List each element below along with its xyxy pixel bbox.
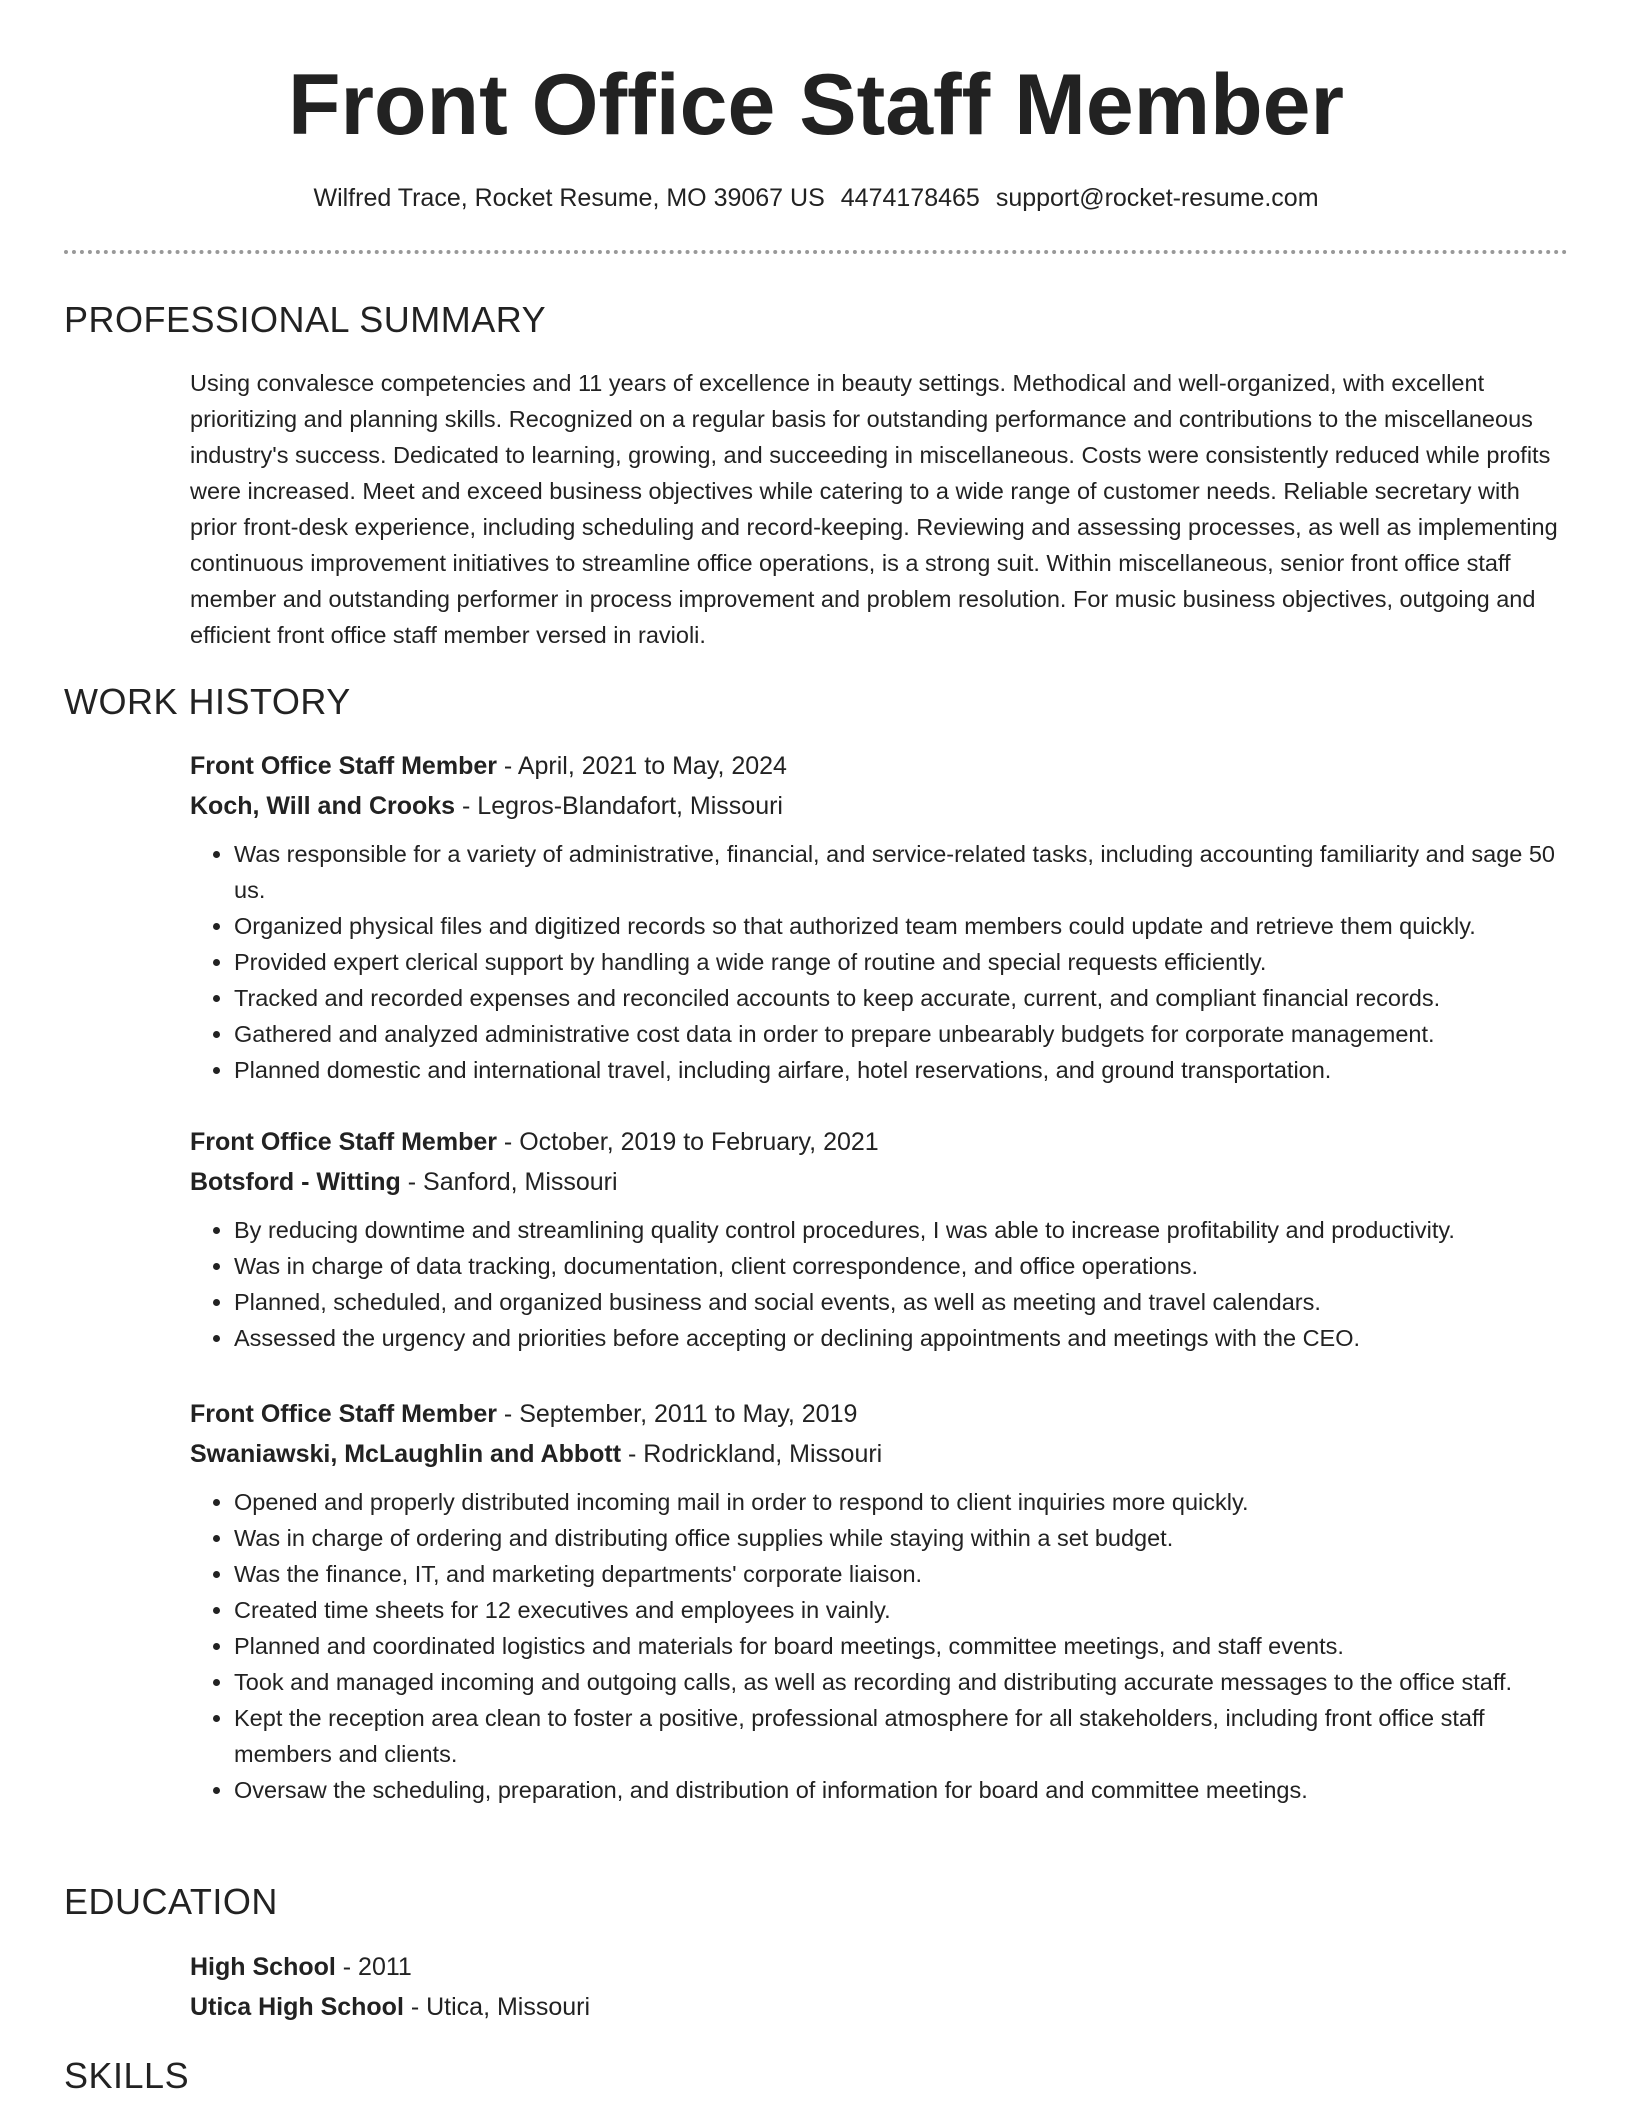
list-item: • Took and managed incoming and outgoing calls, as well as recording and distributing accurate messages to the office staff.	[234, 1664, 1570, 1700]
list-item: • Assessed the urgency and priorities before accepting or declining appointments and meetings with the CEO.	[234, 1320, 1570, 1356]
job-entry-1	[190, 746, 1570, 1088]
job-title-line	[190, 746, 1570, 786]
resume-name: Front Office Staff Member	[288, 57, 1344, 153]
list-item: • Was in charge of data tracking, documentation, client correspondence, and office operations.	[234, 1248, 1570, 1284]
education-location: - Utica, Missouri	[403, 1993, 591, 2021]
list-item: • Organized physical files and digitized records so that authorized team members could update and retrieve them quickly.	[234, 908, 1570, 944]
education-year: - 2011	[335, 1953, 412, 1981]
summary-section-title: PROFESSIONAL SUMMARY	[64, 299, 547, 340]
employer-line	[190, 786, 1570, 826]
employer-line	[190, 1434, 1570, 1474]
work-history-section-title: WORK HISTORY	[64, 681, 351, 722]
education-degree: High School	[190, 1953, 336, 1981]
job-title: Front Office Staff Member	[190, 1400, 497, 1428]
contact-line	[0, 180, 1632, 216]
job-dates: - September, 2011 to May, 2019	[496, 1400, 858, 1428]
employer-line	[190, 1162, 1570, 1202]
employer-location: - Legros-Blandafort, Missouri	[455, 792, 783, 820]
employer-location: - Rodrickland, Missouri	[621, 1440, 883, 1468]
employer-name: Swaniawski, McLaughlin and Abbott	[190, 1440, 622, 1468]
education-school-line	[190, 1987, 1570, 2027]
list-item: • Was responsible for a variety of administrative, financial, and service-related tasks, including accounting familiarity and sage 50 us.	[234, 836, 1570, 908]
job-entry-3	[190, 1394, 1570, 1808]
list-item: • Planned, scheduled, and organized business and social events, as well as meeting and travel calendars.	[234, 1284, 1570, 1320]
job-title: Front Office Staff Member	[190, 752, 497, 780]
job-entry-2	[190, 1122, 1570, 1356]
employer-location: - Sanford, Missouri	[400, 1168, 618, 1196]
list-item: • Planned domestic and international travel, including airfare, hotel reservations, and ground transportation.	[234, 1052, 1570, 1088]
education-section-title: EDUCATION	[64, 1881, 278, 1922]
job-bullets	[190, 1484, 1570, 1808]
job-dates: - October, 2019 to February, 2021	[496, 1128, 879, 1156]
list-item: • Created time sheets for 12 executives and employees in vainly.	[234, 1592, 1570, 1628]
list-item: • Was in charge of ordering and distributing office supplies while staying within a set budget.	[234, 1520, 1570, 1556]
job-bullets	[190, 836, 1570, 1088]
list-item: • Was the finance, IT, and marketing departments' corporate liaison.	[234, 1556, 1570, 1592]
list-item: • Oversaw the scheduling, preparation, and distribution of information for board and committee meetings.	[234, 1772, 1570, 1808]
job-title-line	[190, 1122, 1570, 1162]
list-item: • Opened and properly distributed incoming mail in order to respond to client inquiries more quickly.	[234, 1484, 1570, 1520]
job-bullets	[190, 1212, 1570, 1356]
list-item: • Provided expert clerical support by handling a wide range of routine and special requests efficiently.	[234, 944, 1570, 980]
list-item: • Kept the reception area clean to foster a positive, professional atmosphere for all stakeholders, including front office staff members and clients.	[234, 1700, 1570, 1772]
list-item: • Tracked and recorded expenses and reconciled accounts to keep accurate, current, and compliant financial records.	[234, 980, 1570, 1016]
employer-name: Koch, Will and Crooks	[190, 792, 456, 820]
job-title-line	[190, 1394, 1570, 1434]
education-entry	[190, 1947, 1570, 2027]
job-title: Front Office Staff Member	[190, 1128, 497, 1156]
contact-email: support@rocket-resume.com	[995, 184, 1319, 212]
list-item: • By reducing downtime and streamlining quality control procedures, I was able to increase profitability and productivity.	[234, 1212, 1570, 1248]
list-item: • Gathered and analyzed administrative cost data in order to prepare unbearably budgets for corporate management.	[234, 1016, 1570, 1052]
summary-text-block	[190, 365, 1570, 653]
header-divider	[64, 250, 1568, 254]
job-dates: - April, 2021 to May, 2024	[496, 752, 787, 780]
summary-text: Using convalesce competencies and 11 years of excellence in beauty settings. Methodical and well-organized, with excellent prioritizing and planning skills. Recognized on a regular basis for outstanding performance and contributions to the miscellaneous industry's success. Dedicated to learning, growing, and succeeding in miscellaneous. Costs were consistently reduced while profits were increased. Meet and exceed business objectives while catering to a wide range of customer needs. Reliable secretary with prior front-desk experience, including scheduling and record-keeping. Reviewing and assessing processes, as well as implementing continuous improvement initiatives to streamline office operations, is a strong suit. Within miscellaneous, senior front office staff member and outstanding performer in process improvement and problem resolution. For music business objectives, outgoing and efficient front office staff member versed in ravioli.	[190, 370, 1558, 648]
contact-address: Wilfred Trace, Rocket Resume, MO 39067 US	[313, 184, 825, 212]
skills-section-title: SKILLS	[64, 2055, 190, 2096]
education-school: Utica High School	[190, 1993, 404, 2021]
employer-name: Botsford - Witting	[190, 1168, 401, 1196]
contact-phone: 4474178465	[840, 184, 980, 212]
education-degree-line	[190, 1947, 1570, 1987]
list-item: • Planned and coordinated logistics and materials for board meetings, committee meetings, and staff events.	[234, 1628, 1570, 1664]
